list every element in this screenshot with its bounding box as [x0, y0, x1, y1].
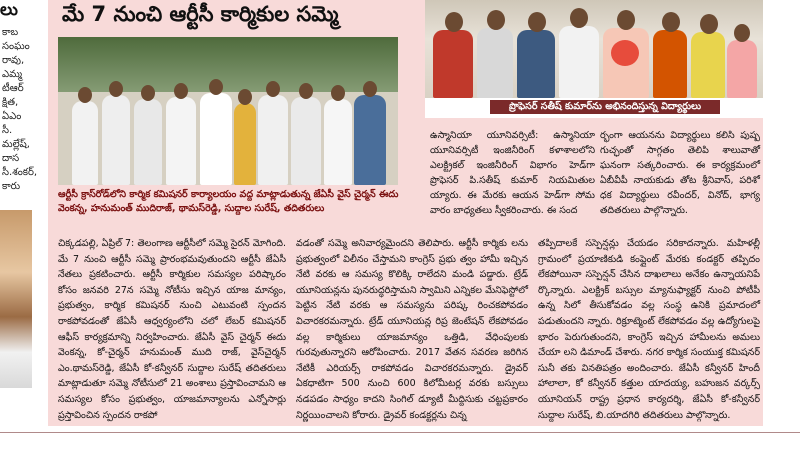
photo-person — [291, 97, 321, 185]
photo-person-head — [331, 85, 345, 101]
left-text-line: మల్లేష్, — [2, 139, 30, 150]
photo-person — [102, 95, 130, 185]
photo-person — [72, 101, 98, 185]
photo-person — [433, 30, 473, 98]
photo-person-head — [734, 24, 750, 42]
left-heading-fragment: లు — [0, 0, 18, 20]
photo-person-head — [487, 10, 505, 30]
photo-person — [324, 99, 352, 185]
main-photo — [58, 37, 398, 185]
photo-person-head — [209, 79, 223, 95]
photo-person-head — [266, 81, 280, 97]
photo-person — [134, 99, 162, 185]
left-text-line: దాస — [2, 153, 20, 164]
photo-person — [691, 32, 725, 98]
photo-person-head — [299, 83, 313, 99]
photo-person-head — [141, 85, 155, 101]
right-photo — [425, 0, 763, 98]
body-column-1: చిక్కడపల్లి, ఏప్రిల్ 7: తెలంగాణ ఆర్టీసీలో సమ్మె సైరన్ మోగింది. మే 7 నుంచి ఆర్టీసీ సమ్మె ప్రారంభమవుతుందని ఆర్టీసీ జేఏసీ నేతలు ప్రకటించారు. ఆర్టీసీ కార్మికుల సమస్యల పరిష్కారం కోసం జనవరి 27న సమ్మె నోటీసు ఇచ్చిన యాజ మాన్యం, ప్రభుత్వం, కార్మిక కమిషనర్ నుంచి ఎటువంటి స్పందన రాకపోవడంతో జేఏసీ ఆధ్వర్యంలోని చలో లేబర్ కమిషనర్ ఆఫీస్ కార్యక్రమాన్ని నిర్వహించారు. జేఏసీ వైస్ చైర్మన్ ఈదు వెంకన్న, కో-చైర్మన్ హనుమంత్ ముది రాజ్, వైస్‌చైర్మన్ ఎం.థామస్‌రెడ్డి, జేఏసీ కో-కన్వీనర్ సుద్దాల సురేష్ తదితరులు మాట్లాడుతూ సమ్మె నోటీసులో 21 అంశాలు ప్రస్తావించామని ఆ సమస్యల కోసం ప్రభుత్వం, యాజమాన్యాలను ఎన్నోసార్లు ప్రస్తావించిన స్పందన రాకపో — [58, 238, 286, 421]
photo-person-head — [78, 87, 92, 103]
photo-person-head — [445, 12, 463, 32]
photo-person-head — [174, 83, 188, 99]
photo-person — [477, 28, 513, 98]
photo-person — [517, 30, 555, 98]
photo-person — [166, 97, 196, 185]
photo-person-head — [617, 10, 635, 30]
photo-person — [653, 30, 687, 98]
body-column-3: తప్పిదాలకే సస్పెన్షన్లు చేయడం సరికాదన్నారు. మహిళల్లీ గ్రామంలో ప్రయాణికుడి కంప్లైంట్ మేరకు కండక్టర్ తప్పిదం లేకపోయినా సస్పెన్షన్ చేసిన దాఖలాలు అనేకం ఉన్నాయనిపే ర్కొన్నారు. ఎలక్ట్రిక్ బస్సుల మ్యానుఫ్యాక్టర్ నుంచి పోటీపీ ఉన్న సిలో తీసుకోవడం వల్ల సంస్థ ఉనికి ప్రమాదంలో పడుతుందని న్నారు. రిక్రూట్మెంట్ లేకపోవడం వల్ల ఉద్యోగులపై భారం పెరుగుతుందని, కాంగ్రెస్ ఇచ్చిన హామీలను అమలు చేయా లని డిమాండ్ చేశారు. నగర కార్మిక సంయుక్త కమిషనర్ సునీ తకు వినతిపత్రం అందించారు. జేఏసీ కన్వీనర్ హిందీ హాలాలా, కో కన్వీనర్ కత్తుల యాదయ్య, బహుజన వర్కర్స్ యూనియన్ రాష్ట్ర ప్రధాన కార్యదర్శి, జేఏసీ కో-కన్వీనర్ సుద్దాల సురేష్, బి.యాదగిరి తదితరులు పాల్గొన్నారు. — [538, 238, 760, 421]
photo-person-head — [363, 81, 377, 97]
main-photo-caption: ఆర్టీసీ క్రాస్‌రోడ్‌లోని కార్మిక కమిషనర్ కార్యాలయం వద్ద మాట్లాడుతున్న జేఏసీ వైస్ చైర్మన్ ఈదు వెంకన్న, హనుమంత్ ముదిరాజ్, థామస్‌రెడ్డి, సుద్దాల సురేష్, తదితరులు — [58, 189, 399, 214]
photo-person — [200, 93, 232, 185]
photo-person-head — [238, 89, 252, 105]
left-text-line: సంఘం — [2, 41, 30, 52]
left-text-line: ఎమ్మ — [2, 69, 23, 80]
photo-person-head — [528, 12, 546, 32]
bouquet — [611, 40, 639, 66]
photo-person-head — [700, 14, 718, 34]
photo-person — [559, 26, 599, 98]
photo-person — [258, 95, 288, 185]
photo-person — [354, 95, 386, 185]
left-clipped-photo — [0, 210, 32, 388]
left-clipped-column — [0, 0, 44, 440]
left-text-line: రావు, — [2, 55, 25, 66]
left-text-line: కారు — [2, 181, 21, 192]
left-text-line: టీఆర్ — [2, 83, 24, 94]
left-text-line: ఏఎం — [2, 111, 22, 122]
left-text-line: సీ. — [2, 125, 13, 136]
right-article-column-1: ఉస్మానియా యూనివర్సిటీ: ఉస్మానియా యూనివర్సిటీ ఇంజినీరింగ్ కళాశాలలోని ఎలక్ట్రికల్ ఇంజినీరింగ్ విభాగం హెడ్‌గా ప్రొఫెసర్ పి.సతీష్ కుమార్ నియమితుల య్యారు. ఈ మేరకు ఆయన హెడ్‌గా సోమ వారం బాధ్యతలు స్వీకరించారు. ఈ సంద — [430, 130, 595, 216]
photo-person-head — [662, 12, 680, 32]
headline: మే 7 నుంచి ఆర్టీసీ కార్మికుల సమ్మె — [62, 2, 339, 26]
next-article-strip — [0, 436, 800, 454]
left-text-line: కాబ — [2, 27, 19, 38]
left-text-line: సీ.శంకర్, — [2, 167, 38, 178]
photo-person — [727, 40, 757, 98]
page-divider — [0, 432, 800, 433]
right-photo-caption: ప్రొఫెసర్ సతీష్ కుమార్‌ను అభినందిస్తున్న విద్యార్థులు — [490, 100, 720, 114]
left-text-line: క్షిత, — [2, 97, 19, 108]
photo-person-head — [109, 81, 123, 97]
photo-person-head — [570, 8, 588, 28]
right-article-column-2: ర్భంగా ఆయనను విద్యార్థులు కలిసి పుష్ప గుచ్ఛంతో సాగ్గతం తెలిపి శాలువాతో ఘనంగా సత్కరించారు. ఈ కార్యక్రమంలో ఏబీవీపీ నాయకుడు తోట శ్రీనివాస్, పరిశో ధక విద్యార్థులు రవీందర్, వినోద్, భాగ్య తదితరులు పాల్గొన్నారు. — [600, 130, 760, 216]
body-column-2: వడంతో సమ్మె అనివార్యమైందని తెలిపారు. ఆర్టీసీ కార్మికు లను ప్రభుత్వంలో విలీనం చేస్తామని కాంగ్రెస్ ప్రభు త్వం హామీ ఇచ్చిన నేటి వరకు ఆ సమస్య కొలిక్కి రాలేదని మండి పడ్డారు. ట్రేడ్ యూనియన్లను పునరుద్ధరిస్తామని స్వామిని ఎన్నికల మేనిఫెస్టోలో పెట్టిన నేటి వరకు ఆ సమస్యను పరిష్క రించకపోవడం విచారకరమన్నారు. ట్రేడ్ యూనియన్ల రిప్ర జెంటేషన్ లేకపోవడం వల్ల కార్మికులు యాజమాన్యం ఒత్తిడి, వేధింపులకు గురవుతున్నారని ఆరోపించారు. 2017 వేతన సవరణ జరిగిన నేటికీ ఎరియర్స్ రాకపోవడం విచారకరమన్నారు. డ్రైవర్ ఏకధాటిగా 500 నుంచి 600 కిలోమీటర్ల వరకు బస్సులు నడపడం సాధ్యం కాదని సింగిల్ డ్యూటీ మీద్దిసుకు చట్టప్రకారం నిర్ణయించాలని కోరారు. డ్రైవర్ కండక్టర్లను చిన్న — [296, 238, 528, 421]
photo-person — [234, 103, 256, 185]
